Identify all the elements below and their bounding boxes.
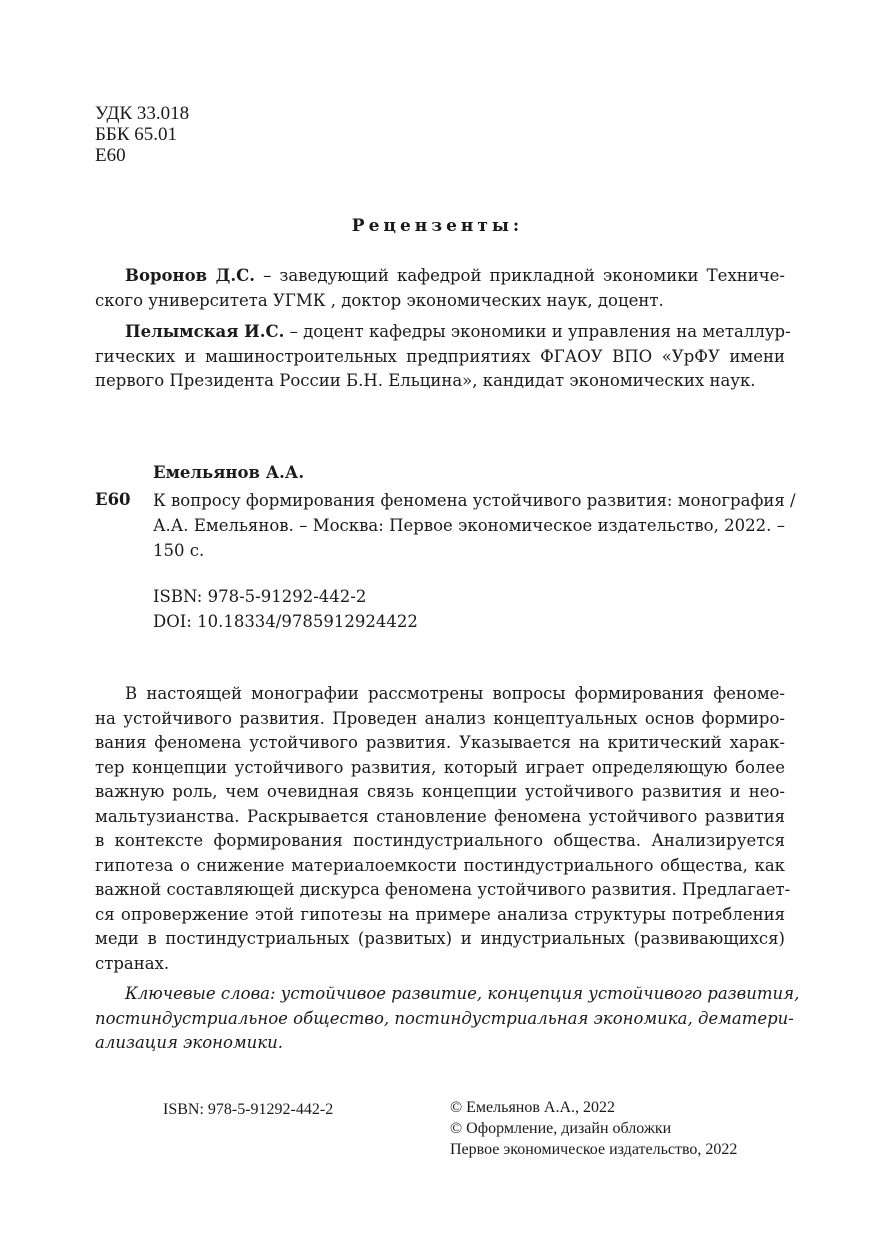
classification-codes [95,103,295,166]
udk-code: УДК 33.018 [95,103,190,124]
copyright-block [450,1097,737,1160]
record-description [153,488,796,563]
abstract-line: важную роль, чем очевидная связь концепции устойчивого развития и нео- [95,782,785,801]
keywords-line: ализация экономики. [95,1033,283,1052]
reviewer-2-line3: первого Президента России Б.Н. Ельцина», кандидат экономических наук. [95,371,756,390]
reviewer-1 [95,264,785,313]
abstract-line: важной составляющей дискурса феномена устойчивого развития. Предлагает- [95,880,791,899]
copyright-author: © Емельянов А.А., 2022 [450,1099,616,1116]
keywords [95,982,800,1056]
reviewer-2 [95,320,791,394]
reviewer-1-line1: – заведующий кафедрой прикладной экономики Техниче- [254,266,785,285]
author-mark: Е60 [95,145,126,166]
record-line1: К вопросу формирования феномена устойчивого развития: монография / [153,491,796,510]
record-line3: 150 с. [153,541,205,560]
abstract [95,682,791,976]
reviewer-2-line1: – доцент кафедры экономики и управления на металлур- [284,322,791,341]
record-line2: А.А. Емельянов. – Москва: Первое экономическое издательство, 2022. – [153,516,785,535]
abstract-line: ся опровержение этой гипотезы на примере анализа структуры потребления [95,904,785,924]
keywords-line: Ключевые слова: устойчивое развитие, концепция устойчивого развития, [125,984,800,1003]
abstract-line: в контексте формирования постиндустриального общества. Анализируется [95,831,785,850]
footer-isbn-block [163,1099,333,1120]
abstract-line: на устойчивого развития. Проведен анализ концептуальных основ формиро- [95,708,785,728]
reviewers-heading: Рецензенты: [351,216,524,236]
reviewer-1-name: Воронов Д.С. [125,266,255,285]
record-doi: DOI: 10.18334/9785912924422 [153,612,418,631]
abstract-line: мальтузианства. Раскрывается становление феномена устойчивого развития [95,806,785,826]
record-identifiers [153,584,418,634]
reviewer-2-name: Пелымская И.С. [125,322,285,341]
abstract-line: странах. [95,953,170,973]
bbk-code: ББК 65.01 [95,124,177,145]
reviewer-2-line2: гических и машиностроительных предприятиях ФГАОУ ВПО «УрФУ имени [95,346,785,366]
copyright-design: © Оформление, дизайн обложки [450,1120,672,1137]
abstract-line: тер концепции устойчивого развития, который играет определяющую более [95,757,785,777]
record-isbn: ISBN: 978-5-91292-442-2 [153,587,367,606]
record-mark: Е60 [95,490,131,509]
reviewer-1-line2: ского университета УГМК , доктор экономических наук, доцент. [95,290,664,310]
keywords-line: постиндустриальное общество, постиндустриальная экономика, дематери- [95,1008,794,1028]
abstract-line: В настоящей монографии рассмотрены вопросы формирования феноме- [125,684,785,703]
record-author: Емельянов А.А. [153,463,305,482]
copyright-publisher: Первое экономическое издательство, 2022 [450,1141,738,1158]
footer-isbn: ISBN: 978-5-91292-442-2 [163,1101,334,1118]
abstract-line: вания феномена устойчивого развития. Указывается на критический харак- [95,733,785,752]
abstract-line: гипотеза о снижение материалоемкости постиндустриального общества, как [95,855,785,875]
abstract-line: меди в постиндустриальных (развитых) и индустриальных (развивающихся) [95,929,785,948]
